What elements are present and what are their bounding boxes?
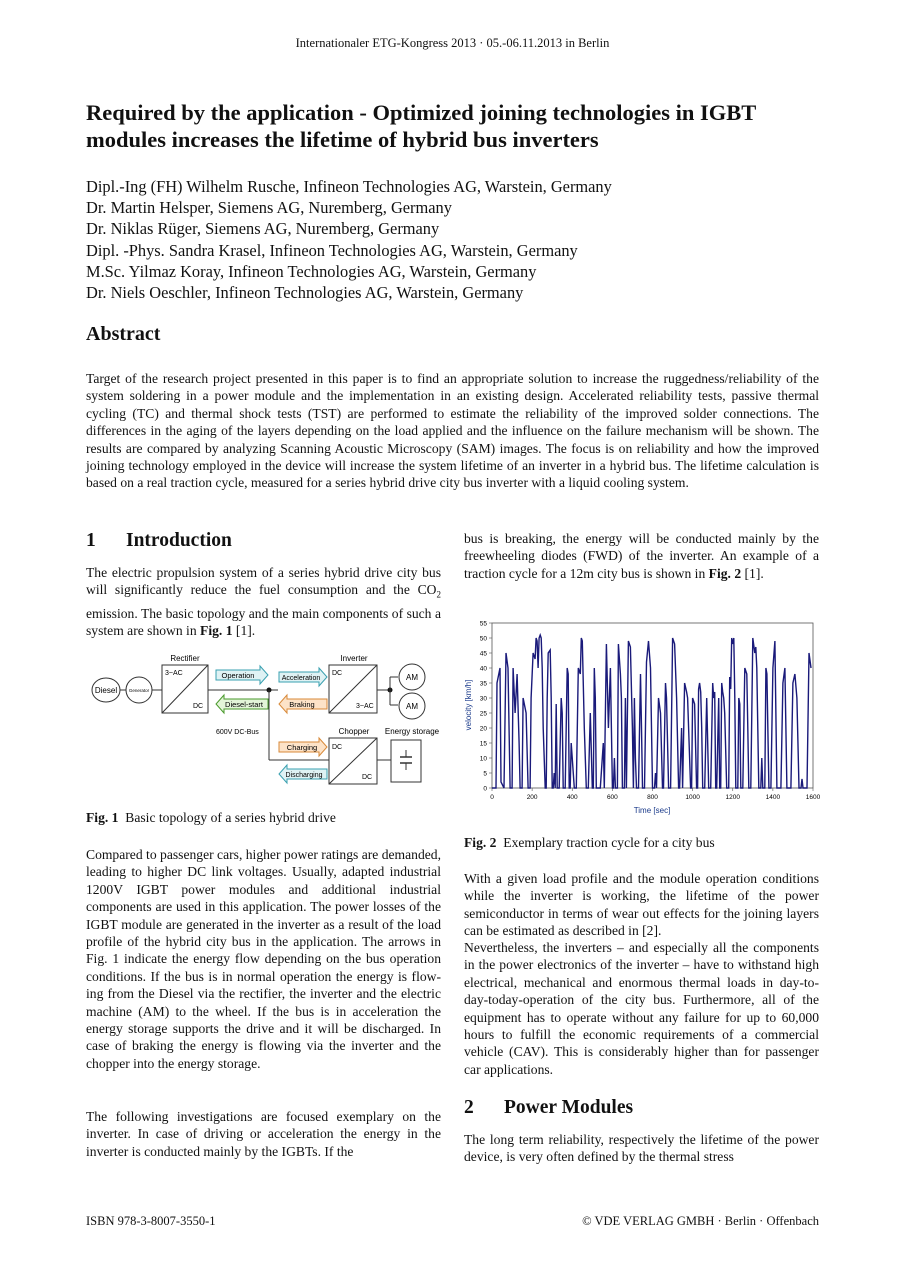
intro-paragraph-3: The following investigations are focused exemplary on the inverter. In case of driving or acceleration the energy in the inverter is conducted mainly by the IGBTs. If the (86, 1109, 441, 1159)
x-tick-label: 600 (606, 794, 618, 801)
rectifier-box (162, 665, 208, 713)
y-axis-label: velocity [km/h] (464, 679, 473, 731)
y-tick-label: 50 (479, 635, 487, 643)
am-motor-1 (399, 664, 425, 690)
y-tick-label: 5 (483, 770, 487, 778)
author-line: M.Sc. Yilmaz Koray, Infineon Technologies AG, Warstein, Germany (86, 261, 537, 281)
svg-text:DC: DC (193, 703, 204, 710)
svg-text:AM: AM (406, 702, 418, 711)
inverter-label: Inverter (340, 654, 368, 663)
diesel-label: Diesel (94, 686, 118, 695)
operation-arrow (216, 666, 268, 684)
dc-bus-label: 600V DC-Bus (216, 729, 259, 736)
rectifier-label: Rectifier (170, 654, 200, 663)
y-tick-label: 35 (479, 680, 487, 688)
chopper-label: Chopper (338, 727, 370, 736)
y-tick-label: 20 (479, 725, 487, 733)
x-tick-label: 200 (526, 794, 538, 801)
svg-text:Charging: Charging (286, 743, 318, 752)
section-number: 2 (464, 1097, 474, 1118)
x-axis-label: Time [sec] (633, 806, 671, 815)
diesel-engine (92, 678, 120, 702)
y-tick-label: 25 (479, 710, 487, 718)
svg-text:3~AC: 3~AC (356, 703, 374, 710)
y-tick-label: 40 (479, 665, 487, 673)
y-tick-label: 0 (483, 785, 487, 793)
paper-title: Required by the application - Optimized joining technologies in IGBT modules increases the lifetime of hybrid bus inverters (86, 100, 756, 152)
svg-text:Discharging: Discharging (285, 772, 323, 779)
x-tick-label: 400 (566, 794, 578, 801)
y-tick-label: 10 (479, 755, 487, 763)
energy-storage-label: Energy storage (384, 727, 440, 736)
x-tick-label: 1600 (805, 794, 821, 801)
svg-text:Diesel-start: Diesel-start (225, 700, 263, 709)
am-motor-2 (399, 693, 425, 719)
svg-text:Operation: Operation (221, 671, 255, 680)
x-tick-label: 0 (490, 794, 494, 801)
acceleration-arrow (279, 668, 327, 686)
section-title: Power Modules (504, 1097, 634, 1118)
fig1-topology-diagram (86, 650, 446, 790)
x-tick-label: 1200 (725, 794, 740, 801)
svg-text:3~AC: 3~AC (165, 670, 183, 677)
intro-paragraph-6: Nevertheless, the inverters – and especially all the components in the power electronics of the inverter – have to withstand high electrical, mechanical and enormous thermal loads in day-to-day-today-operation of the city bus. Furthermore, all of the equipment has to operate without any failure for up to 60,000 hours to fulfill the economic requirements of a commercial vehicle (CAV). This is considerably higher than for passenger car applications. (464, 940, 819, 1077)
abstract-text: Target of the research project presented in this paper is to find an appropriate solution to increase the ruggedness/reliability of the system soldering in a power module and the implementation in an existing design. Accelerated reliability tests, passive thermal cycling (TC) and thermal shock tests (TST) are performed to estimate the reliability of the improved solder connections. The differences in the aging of the layers depending on the load applied and the influence on the failure mechanism will be shown. The results are compared by analyzing Scanning Acoustic Microscopy (SAM) images. The focus is on reliability and how the improved joining technology employed in the device will increase the system lifetime of an inverter in a hybrid bus. The lifetime calculation is based on a real traction cycle, measured for a series hybrid drive city bus inverter with a liquid cooling system. (86, 371, 819, 491)
fig2-reference: Fig. 2 (708, 565, 742, 581)
svg-text:AM: AM (406, 673, 418, 682)
y-tick-label: 45 (479, 650, 487, 658)
intro-paragraph-5: With a given load profile and the module operation conditions while the inverter is working, the lifetime of the power semiconductor in terms of wear out effects for the joining layers can be estimated as described in [2]. (464, 871, 819, 939)
abstract-heading: Abstract (86, 323, 161, 345)
chopper-box (329, 738, 377, 784)
power-modules-paragraph-1: The long term reliability, respectively the lifetime of the power device, is very often defined by the thermal stress (464, 1132, 819, 1165)
inverter-box (329, 665, 377, 713)
intro-paragraph-1: The electric propulsion system of a series hybrid drive city bus will significantly reduce the fuel consumption and the $CO_2$ emission. The basic topology and the main components of such a system are shown in Fig. 1 [1]. (86, 565, 441, 638)
section-1-heading (86, 530, 232, 552)
intro-paragraph-2: Compared to passenger cars, higher power ratings are demanded, leading to higher DC link voltages. Usually, adapted industrial 1200V IGBT power modules and additional industrial components are used in this application. The power losses of the IGBT module are generated in the inverter as a result of the load profile of the hybrid city bus in the application. The arrows in Fig. 1 indicate the energy flow depending on the bus operation conditions. If the bus is in normal operation the energy is flowing from the Diesel via the rectifier, the inverter and the electric machine (AM) to the wheel. If the bus is in acceleration the energy storage supports the drive and it will be discharged. In case of braking the energy is flowing via the inverter and the chopper into the energy storage. (86, 847, 441, 1071)
author-list (86, 176, 612, 303)
x-tick-label: 800 (647, 794, 658, 801)
fig1-reference: Fig. 1 (200, 622, 233, 638)
discharging-arrow (279, 765, 327, 783)
generator (126, 677, 152, 703)
author-line: Dr. Niklas Rüger, Siemens AG, Nuremberg, Germany (86, 219, 440, 239)
fig1-caption: Fig. 1 Basic topology of a series hybrid drive (86, 810, 336, 825)
svg-text:DC: DC (332, 744, 343, 751)
y-tick-label: 55 (479, 620, 487, 628)
section-number: 1 (86, 530, 96, 551)
section-2-heading (464, 1097, 633, 1119)
svg-text:Braking: Braking (289, 700, 315, 709)
diesel-start-arrow (216, 695, 268, 713)
x-tick-label: 1000 (685, 794, 700, 801)
footer-isbn: ISBN 978-3-8007-3550-1 (86, 1214, 216, 1228)
author-line: Dipl. -Phys. Sandra Krasel, Infineon Technologies AG, Warstein, Germany (86, 240, 578, 260)
braking-arrow (279, 695, 327, 713)
svg-text:Acceleration: Acceleration (281, 675, 321, 682)
section-title: Introduction (126, 530, 232, 551)
y-tick-label: 15 (479, 740, 487, 748)
fig2-velocity-chart (462, 615, 822, 820)
fig2-caption: Fig. 2 Exemplary traction cycle for a city bus (464, 835, 715, 850)
svg-text:DC: DC (332, 670, 343, 677)
generator-label: Generator (128, 688, 150, 693)
x-tick-label: 1400 (765, 794, 781, 801)
conference-header: Internationaler ETG-Kongress 2013 · 05.-06.11.2013 in Berlin (295, 36, 610, 50)
charging-arrow (279, 738, 327, 756)
svg-text:DC: DC (362, 774, 373, 781)
footer-publisher: © VDE VERLAG GMBH · Berlin · Offenbach (582, 1214, 819, 1228)
energy-storage-box (391, 740, 421, 782)
intro-paragraph-4: bus is breaking, the energy will be conducted mainly by the freewheeling diodes (FWD) of the inverter. An example of a traction cycle for a 12m city bus is shown in Fig. 2 [1]. (464, 531, 819, 581)
y-tick-label: 30 (479, 695, 487, 703)
author-line: Dr. Niels Oeschler, Infineon Technologies AG, Warstein, Germany (86, 283, 524, 303)
author-line: Dipl.-Ing (FH) Wilhelm Rusche, Infineon Technologies AG, Warstein, Germany (86, 177, 612, 196)
author-line: Dr. Martin Helsper, Siemens AG, Nuremberg, Germany (86, 198, 452, 218)
